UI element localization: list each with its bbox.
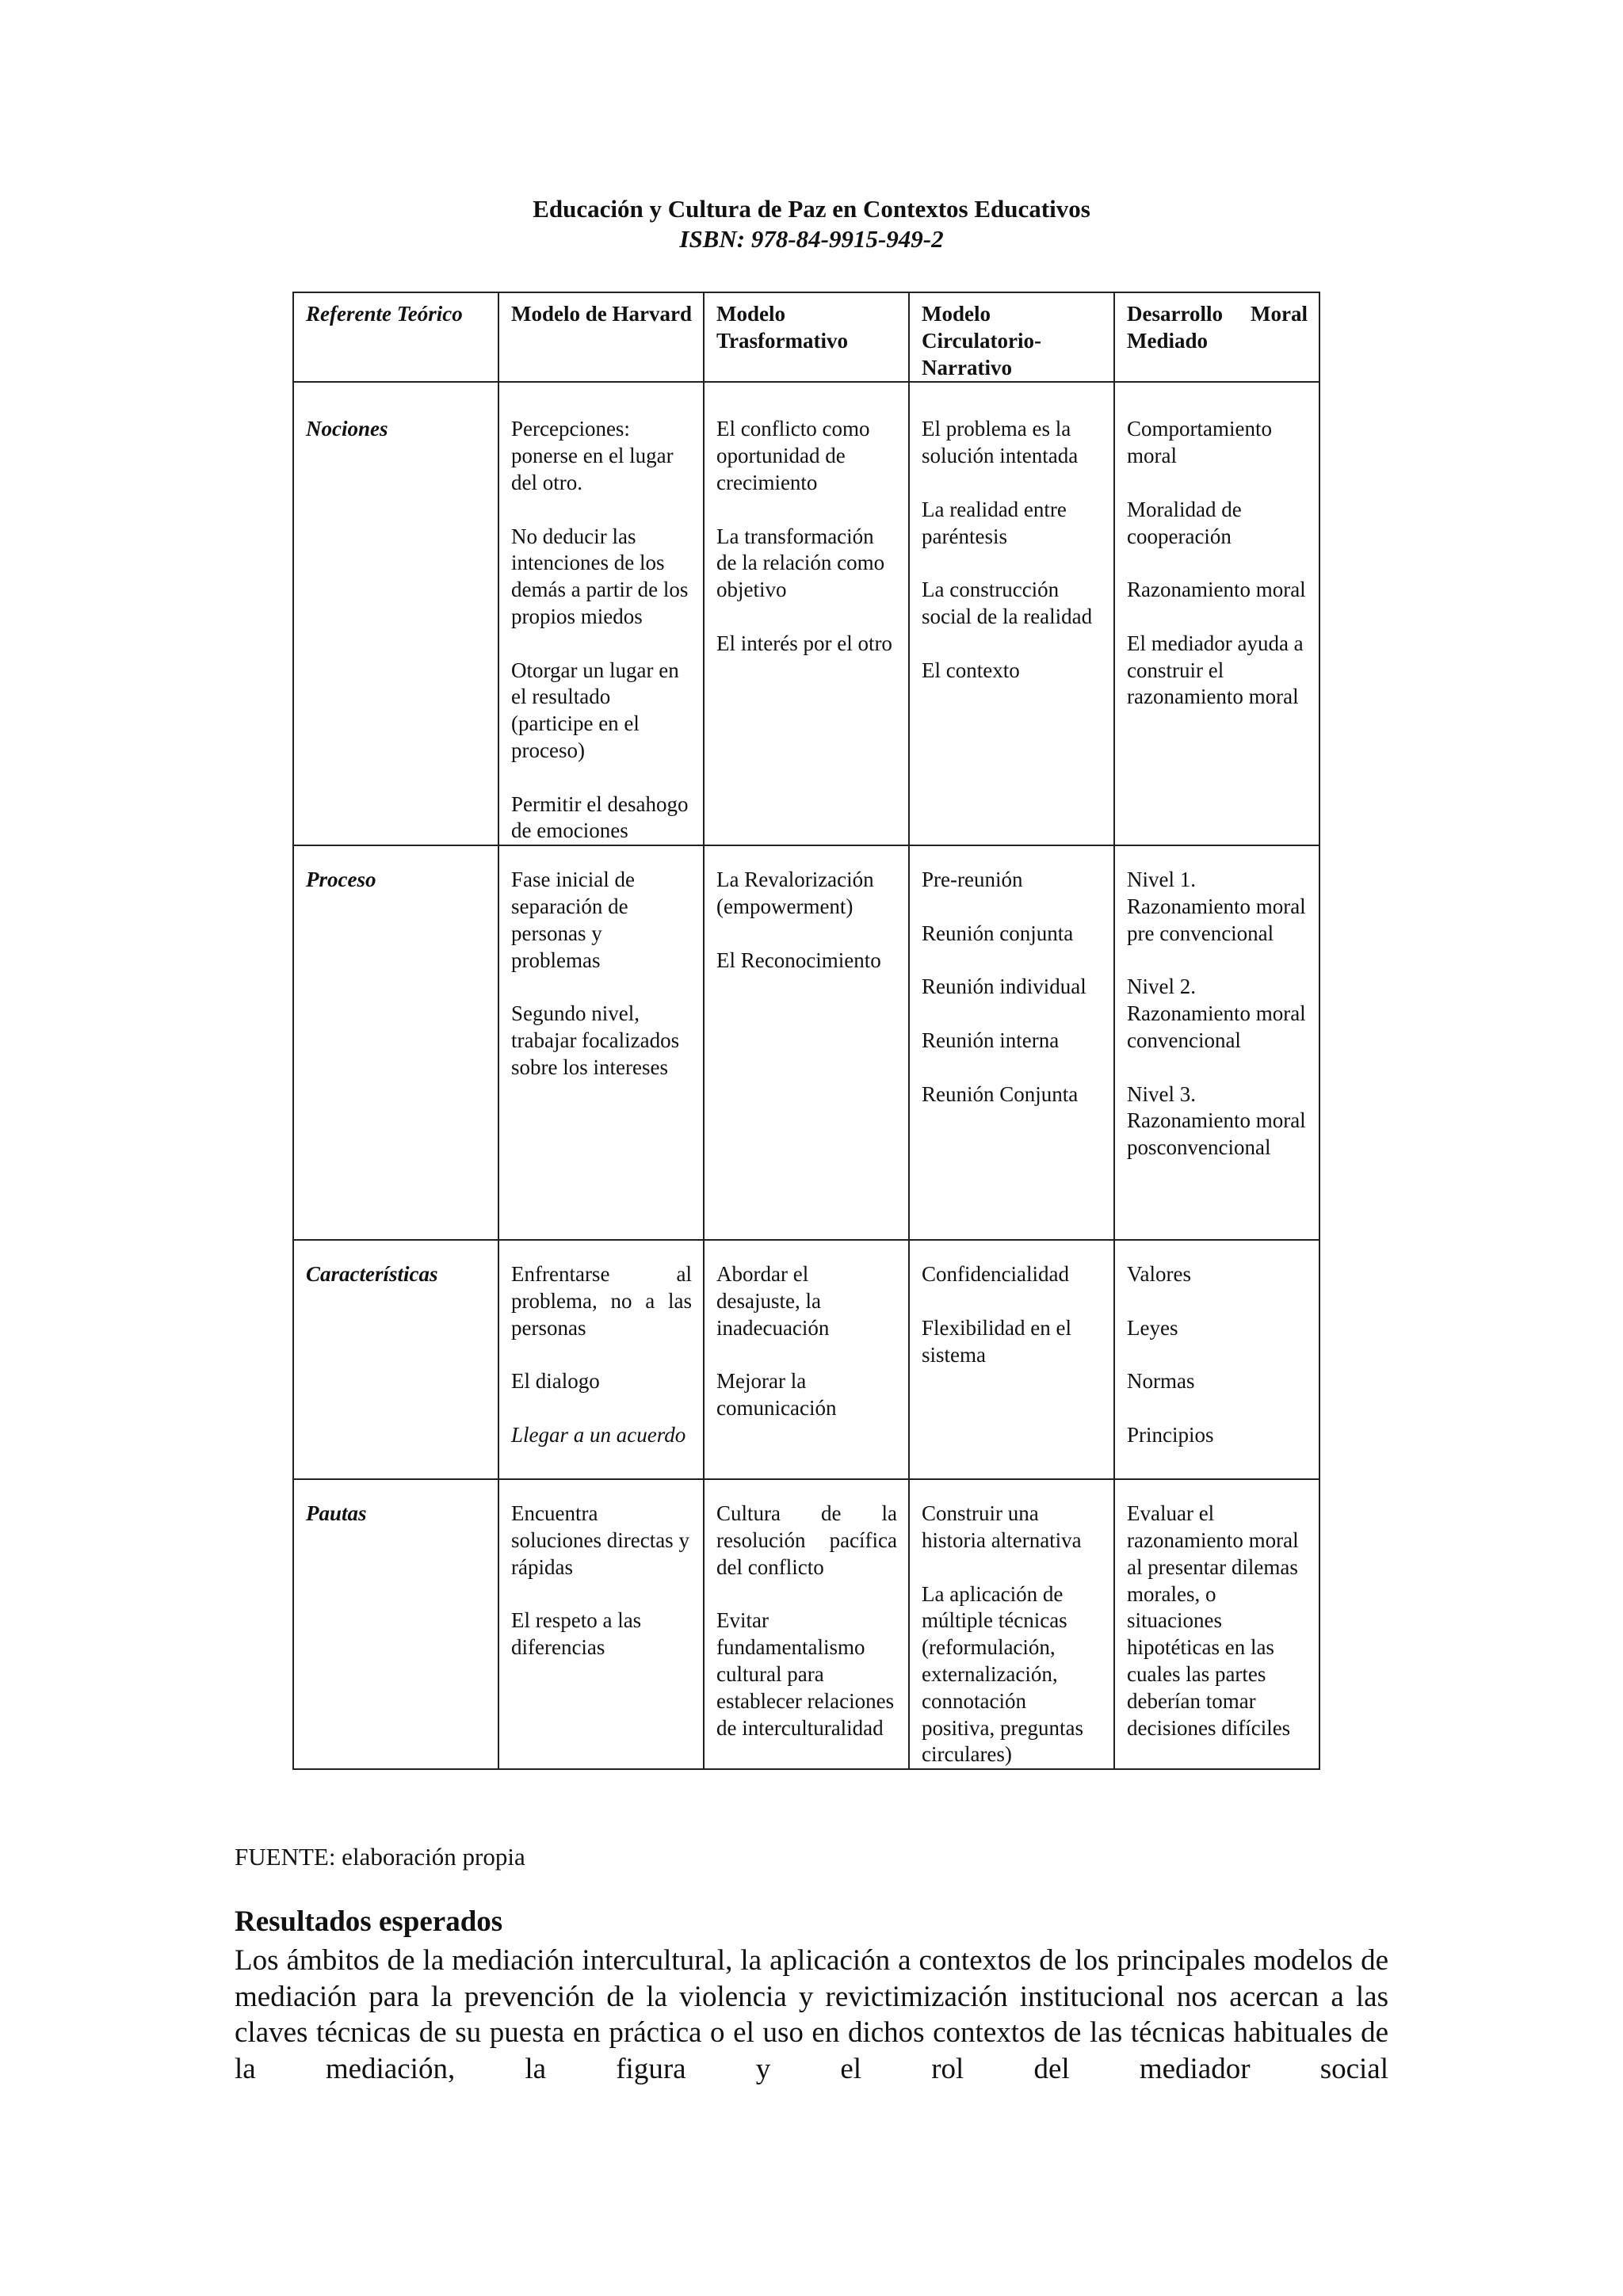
cell-item: Segundo nivel, trabajar focalizados sobre los intereses (511, 1001, 680, 1079)
cell-item: Normas (1127, 1369, 1195, 1394)
cell-proceso-circulatorio (909, 845, 1114, 1240)
header-cell-referente: Referente Teórico (293, 292, 498, 382)
cell-item: El interés por el otro (716, 631, 892, 655)
cell-nociones-desarrollo (1114, 382, 1319, 845)
cell-item: Mejorar la comunicación (716, 1369, 837, 1421)
cell-item: Reunión conjunta (922, 921, 1074, 945)
cell-proceso-harvard (498, 845, 704, 1240)
cell-nociones-circulatorio (909, 382, 1114, 845)
models-table (292, 292, 1320, 1770)
cell-item: Abordar el desajuste, la inadecuación (716, 1262, 830, 1340)
cell-pautas-trasformativo (704, 1479, 909, 1769)
cell-item: Encuentra soluciones directas y rápidas (511, 1501, 689, 1579)
cell-item: Flexibilidad en el sistema (922, 1315, 1071, 1367)
cell-pautas-desarrollo (1114, 1479, 1319, 1769)
cell-item: La Revalorización (empowerment) (716, 868, 874, 918)
cell-proceso-trasformativo (704, 845, 909, 1240)
cell-item: Nivel 2. Razonamiento moral convencional (1127, 974, 1306, 1052)
cell-item: Nivel 1. Razonamiento moral pre convencional (1127, 868, 1306, 945)
row-label-pautas: Pautas (293, 1479, 498, 1769)
cell-item: Reunión individual (922, 974, 1086, 999)
cell-item: La realidad entre paréntesis (922, 497, 1067, 548)
cell-item: Otorgar un lugar en el resultado (participe en el proceso) (511, 658, 679, 762)
header-cell-harvard: Modelo de Harvard (498, 292, 704, 382)
cell-caracteristicas-desarrollo (1114, 1240, 1319, 1479)
table-row (293, 1240, 1319, 1479)
cell-item: No deducir las intenciones de los demás a partir de los propios miedos (511, 524, 689, 628)
cell-item: La transformación de la relación como objetivo (716, 524, 885, 602)
header-cell-desarrollo: Desarrollo Moral Mediado (1114, 292, 1319, 382)
table-source-note: FUENTE: elaboración propia (235, 1843, 525, 1871)
cell-item: La construcción social de la realidad (922, 578, 1093, 628)
cell-caracteristicas-circulatorio (909, 1240, 1114, 1479)
cell-item: Construir una historia alternativa (922, 1501, 1082, 1552)
cell-item: El problema es la solución intentada (922, 417, 1079, 468)
cell-item: Cultura de la resolución pacífica del conflicto (716, 1501, 897, 1579)
header-cell-circulatorio: Modelo Circulatorio-Narrativo (909, 292, 1114, 382)
cell-item: Evaluar el razonamiento moral al presentar dilemas morales, o situaciones hipotéticas en las cuales las partes deberían tomar decisiones difíciles (1127, 1501, 1299, 1740)
table-row (293, 382, 1319, 845)
cell-caracteristicas-trasformativo (704, 1240, 909, 1479)
cell-item: Confidencialidad (922, 1262, 1069, 1287)
table-header-row (293, 292, 1319, 382)
cell-item: Leyes (1127, 1315, 1178, 1340)
row-label-proceso: Proceso (293, 845, 498, 1240)
cell-nociones-harvard (498, 382, 704, 845)
cell-item: Llegar a un acuerdo (511, 1422, 686, 1447)
cell-item: Reunión interna (922, 1028, 1060, 1052)
cell-item: La aplicación de múltiple técnicas (reformulación, externalización, connotación positiva, preguntas circulares) (922, 1581, 1083, 1767)
section-heading: Resultados esperados (235, 1905, 503, 1938)
cell-item: Valores (1127, 1262, 1191, 1287)
cell-nociones-trasformativo (704, 382, 909, 845)
page-header (0, 194, 1623, 254)
cell-item: Evitar fundamentalismo cultural para establecer relaciones de interculturalidad (716, 1608, 895, 1740)
cell-proceso-desarrollo (1114, 845, 1319, 1240)
row-label-nociones: Nociones (293, 382, 498, 845)
cell-item: El Reconocimiento (716, 948, 881, 972)
cell-item: El dialogo (511, 1369, 600, 1394)
cell-item: Comportamiento moral (1127, 417, 1272, 468)
cell-item: Principios (1127, 1422, 1214, 1447)
row-label-caracteristicas: Características (293, 1240, 498, 1479)
cell-item: Nivel 3. Razonamiento moral posconvencional (1127, 1081, 1306, 1160)
cell-item: El mediador ayuda a construir el razonamiento moral (1127, 631, 1304, 709)
cell-item: El contexto (922, 658, 1020, 682)
table-row (293, 845, 1319, 1240)
cell-pautas-harvard (498, 1479, 704, 1769)
section-paragraph: Los ámbitos de la mediación intercultural, la aplicación a contextos de los principales modelos de mediación para la prevención de la violencia y revictimización institucional nos acercan a las claves técnicas de su puesta en práctica o el uso en dichos contextos de las técnicas habituales de la mediación, la figura y el rol del mediador social (235, 1944, 1388, 2085)
cell-item: Permitir el desahogo de emociones (511, 791, 689, 843)
cell-item: Reunión Conjunta (922, 1081, 1079, 1106)
cell-item: Razonamiento moral (1127, 578, 1306, 602)
cell-item: Moralidad de cooperación (1127, 497, 1242, 548)
cell-pautas-circulatorio (909, 1479, 1114, 1769)
cell-item: Pre-reunión (922, 868, 1023, 892)
cell-item: Fase inicial de separación de personas y problemas (511, 868, 635, 972)
document-title: Educación y Cultura de Paz en Contextos Educativos (533, 195, 1090, 223)
cell-item: Percepciones: ponerse en el lugar del otro. (511, 417, 674, 494)
table-row (293, 1479, 1319, 1769)
cell-caracteristicas-harvard (498, 1240, 704, 1479)
cell-item: El conflicto como oportunidad de crecimiento (716, 417, 870, 494)
isbn-line: ISBN: 978-84-9915-949-2 (679, 225, 944, 253)
cell-item: Enfrentarse al problema, no a las personas (511, 1262, 692, 1340)
header-cell-trasformativo: Modelo Trasformativo (704, 292, 909, 382)
cell-item: El respeto a las diferencias (511, 1608, 642, 1660)
